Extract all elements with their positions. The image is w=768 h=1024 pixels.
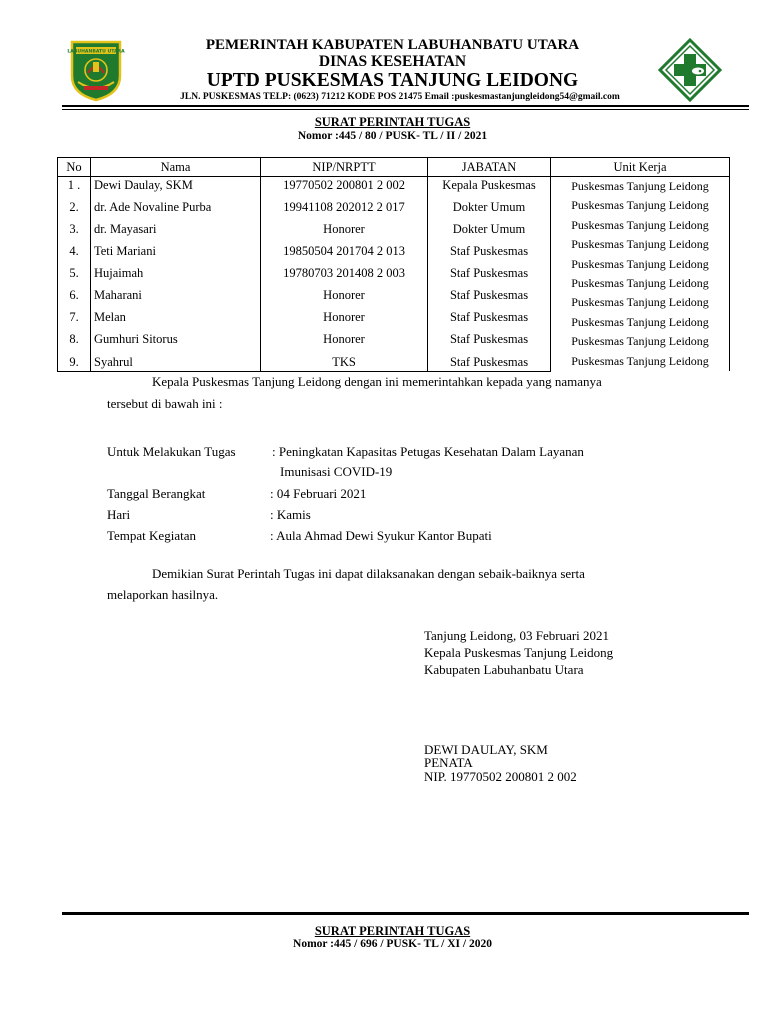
row-job: Staf Puskesmas bbox=[428, 331, 551, 353]
row-no: 2. bbox=[58, 199, 91, 221]
emblem-text: LABUHANBATU UTARA bbox=[67, 49, 125, 55]
signature-position: Kepala Puskesmas Tanjung Leidong bbox=[424, 645, 614, 660]
unit-kerja-entry: Puskesmas Tanjung Leidong bbox=[571, 334, 709, 349]
unit-kerja-entry: Puskesmas Tanjung Leidong bbox=[571, 314, 709, 329]
signature-place-date: Tanjung Leidong, 03 Februari 2021 bbox=[424, 628, 610, 643]
field-value-venue: : Aula Ahmad Dewi Syukur Kantor Bupati bbox=[270, 528, 492, 543]
row-nip: Honorer bbox=[261, 287, 428, 309]
field-value-day: : Kamis bbox=[270, 507, 311, 522]
row-name: Dewi Daulay, SKM bbox=[91, 177, 261, 200]
document-title: SURAT PERINTAH TUGAS bbox=[314, 115, 471, 129]
header-no: No bbox=[58, 158, 91, 177]
next-page-title: SURAT PERINTAH TUGAS bbox=[314, 924, 471, 938]
row-name: dr. Mayasari bbox=[91, 221, 261, 243]
field-label-day: Hari bbox=[107, 507, 131, 522]
unit-kerja-column bbox=[551, 177, 730, 372]
closing-line-2: melaporkan hasilnya. bbox=[107, 587, 219, 602]
row-no: 8. bbox=[58, 331, 91, 353]
row-no: 7. bbox=[58, 309, 91, 331]
row-nip: Honorer bbox=[261, 221, 428, 243]
row-name: dr. Ade Novaline Purba bbox=[91, 199, 261, 221]
field-label-task: Untuk Melakukan Tugas bbox=[107, 444, 236, 459]
row-job: Dokter Umum bbox=[428, 221, 551, 243]
intro-line-1: Kepala Puskesmas Tanjung Leidong dengan ini memerintahkan kepada yang namanya bbox=[152, 374, 602, 389]
next-page-rule bbox=[62, 912, 749, 915]
row-job: Staf Puskesmas bbox=[428, 309, 551, 331]
row-job: Staf Puskesmas bbox=[428, 243, 551, 265]
unit-kerja-entry: Puskesmas Tanjung Leidong bbox=[571, 179, 709, 193]
row-no: 5. bbox=[58, 265, 91, 287]
row-name: Maharani bbox=[91, 287, 261, 309]
field-value-task-cont: Imunisasi COVID-19 bbox=[280, 464, 393, 479]
row-name: Hujaimah bbox=[91, 265, 261, 287]
row-nip: 19770502 200801 2 002 bbox=[261, 177, 428, 200]
field-label-date: Tanggal Berangkat bbox=[107, 486, 206, 501]
row-name: Gumhuri Sitorus bbox=[91, 331, 261, 353]
row-nip: Honorer bbox=[261, 309, 428, 331]
unit-kerja-entry: Puskesmas Tanjung Leidong bbox=[571, 198, 709, 213]
row-name: Melan bbox=[91, 309, 261, 331]
row-no: 1 . bbox=[58, 177, 91, 200]
address-line: JLN. PUSKESMAS TELP: (0623) 71212 KODE POS 21475 Email :puskesmastanjungleidong54@gmail.com bbox=[180, 92, 620, 102]
header-job: JABATAN bbox=[428, 158, 551, 177]
row-name: Syahrul bbox=[91, 354, 261, 372]
unit-kerja-entry: Puskesmas Tanjung Leidong bbox=[571, 276, 709, 291]
header-rule-thin bbox=[62, 109, 749, 110]
signatory-name: DEWI DAULAY, SKM bbox=[424, 742, 548, 757]
row-name: Teti Mariani bbox=[91, 243, 261, 265]
intro-line-2: tersebut di bawah ini : bbox=[107, 396, 223, 411]
field-value-date: : 04 Februari 2021 bbox=[270, 486, 367, 501]
row-no: 6. bbox=[58, 287, 91, 309]
row-no: 9. bbox=[58, 354, 91, 372]
signature-region: Kabupaten Labuhanbatu Utara bbox=[424, 662, 584, 677]
document-number: Nomor :445 / 80 / PUSK- TL / II / 2021 bbox=[297, 130, 488, 142]
unit-kerja-entry: Puskesmas Tanjung Leidong bbox=[571, 295, 709, 310]
unit-kerja-entry: Puskesmas Tanjung Leidong bbox=[571, 217, 709, 232]
table-row bbox=[58, 177, 730, 200]
unit-kerja-entry: Puskesmas Tanjung Leidong bbox=[571, 237, 709, 252]
table-header-row bbox=[58, 158, 730, 177]
row-job: Kepala Puskesmas bbox=[428, 177, 551, 200]
header-unit: Unit Kerja bbox=[551, 158, 730, 177]
row-nip: Honorer bbox=[261, 331, 428, 353]
field-value-task: : Peningkatan Kapasitas Petugas Kesehatan Dalam Layanan bbox=[272, 444, 584, 459]
row-nip: 19941108 202012 2 017 bbox=[261, 199, 428, 221]
row-job: Staf Puskesmas bbox=[428, 265, 551, 287]
closing-line-1: Demikian Surat Perintah Tugas ini dapat dilaksanakan dengan sebaik-baiknya serta bbox=[152, 566, 585, 581]
signatory-rank: PENATA bbox=[424, 755, 473, 770]
government-name: PEMERINTAH KABUPATEN LABUHANBATU UTARA bbox=[205, 37, 580, 53]
header-rule-thick bbox=[62, 105, 749, 107]
staff-table bbox=[57, 157, 730, 372]
next-page-number: Nomor :445 / 696 / PUSK- TL / XI / 2020 bbox=[293, 938, 492, 950]
row-job: Staf Puskesmas bbox=[428, 287, 551, 309]
row-job: Staf Puskesmas bbox=[428, 354, 551, 372]
header-name: Nama bbox=[91, 158, 261, 177]
signatory-nip: NIP. 19770502 200801 2 002 bbox=[424, 769, 577, 784]
department-name: DINAS KESEHATAN bbox=[318, 53, 467, 70]
institution-name: UPTD PUSKESMAS TANJUNG LEIDONG bbox=[206, 70, 579, 91]
row-nip: 19780703 201408 2 003 bbox=[261, 265, 428, 287]
header-nip: NIP/NRPTT bbox=[261, 158, 428, 177]
unit-kerja-entry: Puskesmas Tanjung Leidong bbox=[571, 256, 709, 271]
row-nip: 19850504 201704 2 013 bbox=[261, 243, 428, 265]
row-no: 3. bbox=[58, 221, 91, 243]
row-no: 4. bbox=[58, 243, 91, 265]
unit-kerja-entry: Puskesmas Tanjung Leidong bbox=[571, 353, 709, 368]
row-nip: TKS bbox=[261, 354, 428, 372]
row-job: Dokter Umum bbox=[428, 199, 551, 221]
field-label-venue: Tempat Kegiatan bbox=[107, 528, 196, 543]
